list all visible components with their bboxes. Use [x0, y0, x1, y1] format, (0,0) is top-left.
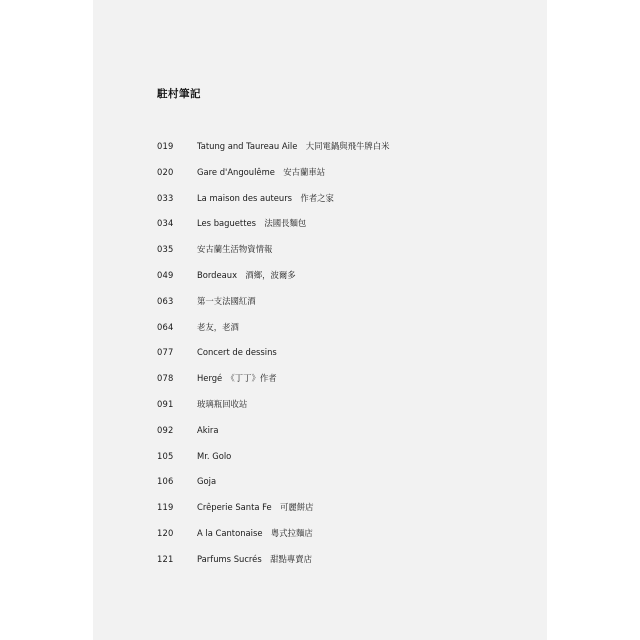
- toc-entry-title: Concert de dessins: [197, 347, 277, 358]
- toc-page-number: 063: [157, 295, 174, 306]
- toc-entry: [157, 474, 527, 500]
- toc-page-number: 049: [157, 269, 174, 280]
- toc-entry: [157, 423, 527, 449]
- toc-entry: [157, 191, 527, 217]
- toc-page-number: 020: [157, 166, 174, 177]
- toc-entry-title: Crêperie Santa Fe 可麗餅店: [197, 502, 314, 513]
- toc-entry-title: 第一支法國紅酒: [197, 295, 256, 306]
- toc-entry: [157, 371, 527, 397]
- toc-entry: [157, 268, 527, 294]
- toc-page-number: 034: [157, 218, 174, 229]
- toc-page-number: 019: [157, 141, 174, 151]
- toc-page-number: 106: [157, 476, 174, 487]
- toc-page-number: 035: [157, 244, 174, 255]
- toc-entry: [157, 294, 527, 320]
- toc-entry-title: Mr. Golo: [197, 450, 232, 461]
- toc-entry-title: Hergé 《丁丁》作者: [197, 373, 277, 384]
- table-of-contents: [157, 139, 527, 578]
- toc-entry: [157, 139, 527, 165]
- toc-entry-title: Bordeaux 酒鄉，波爾多: [197, 269, 296, 280]
- toc-entry-title: La maison des auteurs 作者之家: [197, 192, 334, 203]
- toc-entry-title: Tatung and Taureau Aile 大同電鍋與飛牛牌白米: [197, 141, 390, 151]
- toc-page-number: 077: [157, 347, 174, 358]
- toc-entry: [157, 165, 527, 191]
- toc-entry-title: Gare d'Angoulême 安古蘭車站: [197, 166, 326, 177]
- toc-entry: [157, 552, 527, 578]
- toc-entry: [157, 449, 527, 475]
- toc-entry: [157, 397, 527, 423]
- toc-page-number: 120: [157, 527, 174, 538]
- toc-page-number: 092: [157, 424, 174, 435]
- section-title: 駐村筆記: [157, 88, 201, 100]
- book-page: [93, 0, 547, 640]
- toc-entry: [157, 500, 527, 526]
- toc-page-number: 033: [157, 192, 174, 203]
- toc-entry-title: 老友，老酒: [197, 321, 239, 332]
- toc-entry-title: 玻璃瓶回收站: [197, 398, 248, 409]
- toc-entry-title: 安古蘭生活物資情報: [197, 244, 273, 255]
- toc-page-number: 078: [157, 373, 174, 384]
- toc-entry: [157, 242, 527, 268]
- toc-entry-title: Parfums Sucrés 甜點專賣店: [197, 553, 312, 564]
- toc-entry-title: A la Cantonaise 粵式拉麵店: [197, 527, 313, 538]
- toc-page-number: 105: [157, 450, 174, 461]
- toc-page-number: 064: [157, 321, 174, 332]
- toc-page-number: 119: [157, 502, 174, 513]
- toc-entry-title: Les baguettes 法國長麵包: [197, 218, 307, 229]
- toc-page-number: 121: [157, 553, 174, 564]
- toc-entry: [157, 216, 527, 242]
- toc-entry: [157, 526, 527, 552]
- toc-entry-title: Akira: [197, 424, 219, 435]
- toc-entry-title: Goja: [197, 476, 217, 487]
- toc-page-number: 091: [157, 398, 174, 409]
- toc-entry: [157, 345, 527, 371]
- toc-entry: [157, 320, 527, 346]
